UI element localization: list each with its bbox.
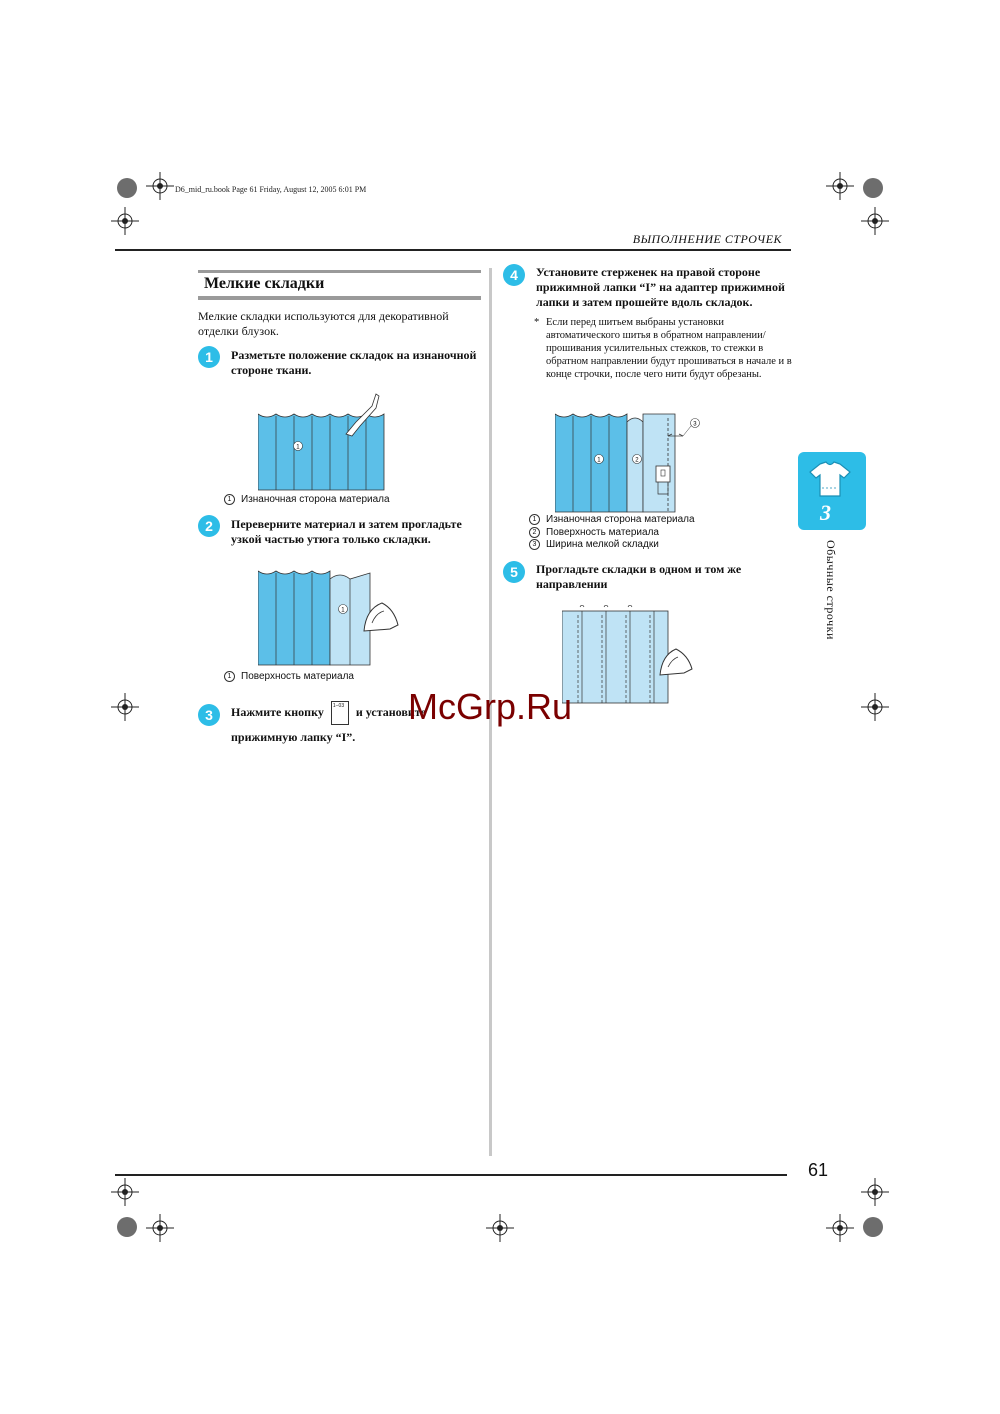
figure-1-pleat-marking [258, 388, 388, 492]
crosshair-icon [861, 693, 889, 721]
step-1-text: Разметьте положение складок на изнаночной стороне ткани. [231, 348, 477, 377]
footer-rule [115, 1174, 787, 1176]
page-number: 61 [808, 1160, 829, 1180]
header-rule [115, 249, 791, 251]
figure-4-sewing-pleats [555, 408, 705, 514]
crosshair-icon [861, 1178, 889, 1206]
section-title-box [198, 270, 481, 300]
chapter-tab[interactable] [798, 452, 866, 530]
figure-5-pressed-pleats [562, 605, 697, 705]
stitch-key-button[interactable]: 1−03 [331, 701, 349, 725]
crosshair-icon [146, 172, 174, 200]
step-4-text: Установите стерженек на правой стороне прижимной лапки “I” на адаптер прижимной лапки и затем прошейте вдоль складок. [536, 265, 785, 309]
figure-2-caption: 1 Поверхность материала [224, 671, 354, 684]
step-4-note: * Если перед шитьем выбраны установки автоматического шитья в обратном направлении/прошивания усилительных стежков, то стежки в обратном направлении будут прошиваться в начале и в конце строчки, после чего нити будут обрезаны. [534, 317, 792, 380]
section-title: Мелкие складки [204, 275, 325, 292]
registration-dot [863, 1217, 883, 1237]
shirt-icon [808, 460, 852, 498]
step-2-text: Переверните материал и затем прогладьте узкой частью утюга только складки. [231, 517, 462, 546]
crosshair-icon [111, 207, 139, 235]
step-badge-4: 4 [503, 264, 525, 286]
crosshair-icon [826, 1214, 854, 1242]
step-5-text: Прогладьте складки в одном и том же направлении [536, 562, 742, 591]
registration-dot [117, 178, 137, 198]
svg-text:3: 3 [693, 421, 697, 428]
figure-2-pressing-pleats [258, 565, 403, 669]
figure-1-caption: 1 Изнаночная сторона материала [224, 494, 390, 507]
svg-text:1: 1 [341, 607, 345, 614]
watermark: McGrp.Ru [408, 686, 573, 727]
svg-text:1: 1 [296, 444, 300, 451]
crosshair-icon [111, 1178, 139, 1206]
section-intro: Мелкие складки используются для декоративной отделки блузок. [198, 309, 449, 338]
crosshair-icon [146, 1214, 174, 1242]
figure-4-captions: 1 Изнаночная сторона материала 2 Поверхность материала 3 Ширина мелкой складки [529, 514, 695, 552]
chapter-number: 3 [820, 500, 831, 525]
step-badge-5: 5 [503, 561, 525, 583]
running-header: ВЫПОЛНЕНИЕ СТРОЧЕК [632, 232, 782, 246]
step-3-text: Нажмите кнопку 1−03 и установите прижимную лапку “I”. [231, 703, 426, 745]
step-badge-2: 2 [198, 515, 220, 537]
registration-dot [117, 1217, 137, 1237]
step-badge-3: 3 [198, 704, 220, 726]
crosshair-icon [111, 693, 139, 721]
svg-text:1: 1 [597, 457, 601, 464]
print-info: D6_mid_ru.book Page 61 Friday, August 12, 2005 6:01 PM [175, 185, 367, 194]
crosshair-icon [826, 172, 854, 200]
crosshair-icon [486, 1214, 514, 1242]
crosshair-icon [861, 207, 889, 235]
svg-text:2: 2 [635, 457, 639, 464]
chapter-label: Обычные строчки [824, 540, 838, 640]
registration-dot [863, 178, 883, 198]
step-badge-1: 1 [198, 346, 220, 368]
